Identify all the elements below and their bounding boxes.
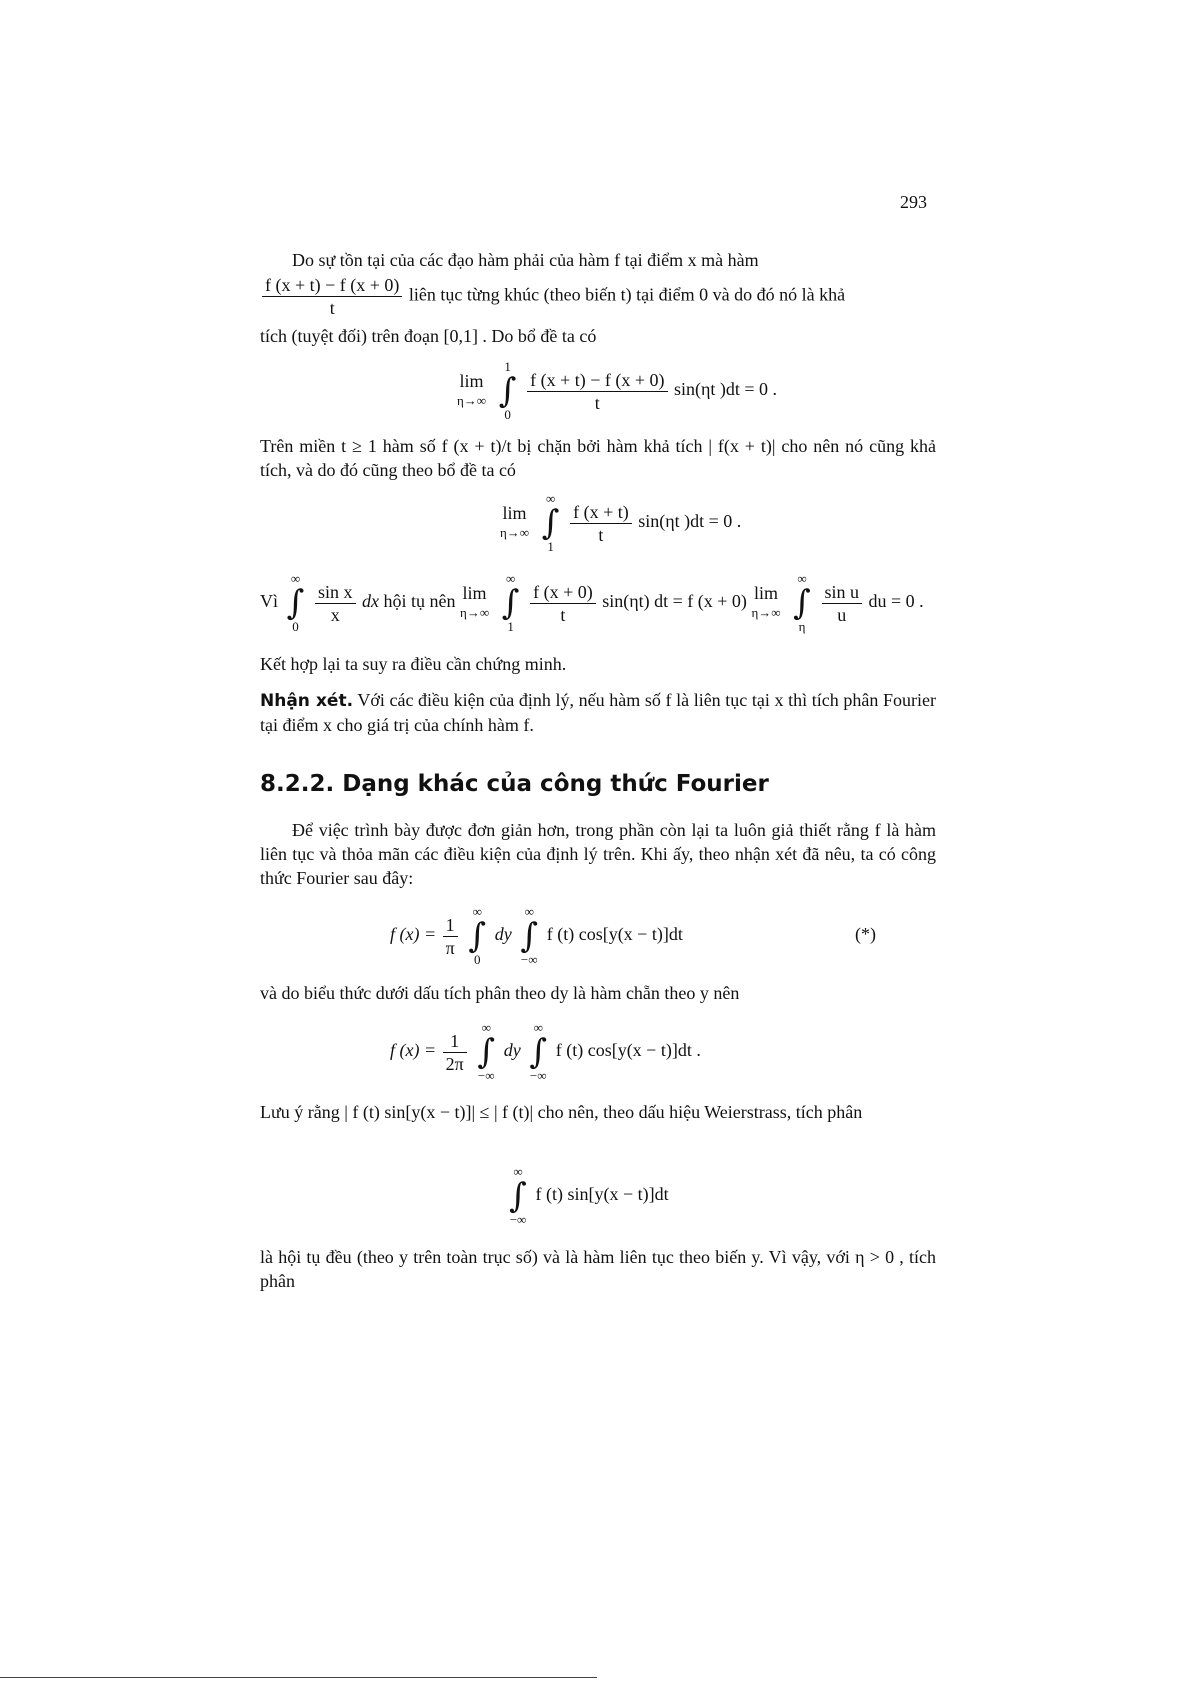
paragraph-1-line3: tích (tuyệt đối) trên đoạn [0,1] . Do bổ đề ta có	[260, 326, 597, 346]
page-number: 293	[900, 192, 927, 212]
integral-sign: ∞ ∫ 1	[541, 491, 560, 554]
integrand: f (t) sin[y(x − t)]dt	[535, 1184, 669, 1205]
limit-operator: lim η→∞	[457, 371, 487, 408]
integral-sign: ∞ ∫ η	[793, 571, 811, 634]
integrand: f (t) cos[y(x − t)]dt .	[555, 1040, 701, 1061]
integral-sign: ∞ ∫ −∞	[509, 1164, 527, 1227]
paragraph-1-after-fraction: liên tục từng khúc (theo biến t) tại điểm 0 và do đó nó là khả	[408, 284, 846, 305]
limit-operator: lim η→∞	[751, 583, 781, 620]
lhs: f (x) =	[390, 1040, 437, 1061]
converges-text: hội tụ nên	[383, 591, 456, 612]
equation-3	[260, 572, 924, 634]
limit-operator: lim η→∞	[460, 583, 490, 620]
integral-sign: ∞ ∫ 1	[501, 571, 520, 634]
lhs: f (x) =	[390, 924, 437, 945]
section-heading: 8.2.2. Dạng khác của công thức Fourier	[260, 771, 769, 797]
footer-rule	[0, 1677, 597, 1678]
paragraph-7: là hội tụ đều (theo y trên toàn trục số) và là hàm liên tục theo biến y. Vì vậy, với η > 0 , tích phân	[260, 1247, 936, 1291]
integrand-fraction: $\frac{f (x + 0)}{t}$	[530, 581, 596, 626]
integrand: f (t) cos[y(x − t)]dt	[546, 924, 683, 945]
coefficient-fraction: $\frac{1}{\pi}$	[443, 914, 458, 959]
paragraph-6: Lưu ý rằng | f (t) sin[y(x − t)]| ≤ | f (t)| cho nên, theo dấu hiệu Weierstrass, tích phân	[260, 1102, 863, 1122]
sinc-fraction: $\frac{\text{sin x}}{x}$	[315, 581, 356, 626]
integrand-fraction: $\frac{f (x + t)}{t}$	[570, 501, 632, 546]
paragraph-1-line1: Do sự tồn tại của các đạo hàm phải của hàm f tại điểm x mà hàm	[292, 250, 759, 270]
equation-1-tail: sin(ηt )dt = 0 .	[674, 379, 778, 400]
integral-sign: ∞ ∫ 0	[468, 904, 487, 967]
dy-text: dy	[503, 1040, 521, 1061]
integral-sign: 1 ∫ 0	[498, 359, 517, 422]
fraction-numerator: f (x + t) − f (x + 0)	[262, 274, 402, 297]
difference-quotient	[262, 274, 402, 319]
coefficient-fraction: $\frac{1}{2\pi}$	[443, 1030, 467, 1075]
paragraph-1-line2	[260, 274, 936, 319]
dy-text: dy	[494, 924, 512, 945]
paragraph-2: Trên miền t ≥ 1 hàm số f (x + t)/t bị chặn bởi hàm khả tích | f(x + t)| cho nên nó cũng khả tích, và do đó cũng theo bổ đề ta có	[260, 436, 936, 480]
paragraph-4: Để việc trình bày được đơn giản hơn, trong phần còn lại ta luôn giả thiết rằng f là hàm liên tục và thỏa mãn các điều kiện của định lý trên. Khi ấy, theo nhận xét đã nêu, ta có công thức Fourier sau đây:	[260, 820, 936, 888]
equation-5	[390, 1021, 701, 1083]
remark-text: Với các điều kiện của định lý, nếu hàm số f là liên tục tại x thì tích phân Fourier tại điểm x cho giá trị của chính hàm f.	[260, 690, 936, 735]
integral-sign: ∞ ∫ −∞	[529, 1020, 548, 1083]
integral-sign: ∞ ∫ 0	[286, 571, 305, 634]
equation-2	[500, 492, 741, 554]
integral-sign: ∞ ∫ −∞	[520, 904, 539, 967]
paragraph-5: và do biểu thức dưới dấu tích phân theo dy là hàm chẵn theo y nên	[260, 983, 740, 1003]
integral-sign: ∞ ∫ −∞	[477, 1020, 496, 1083]
paragraph-3: Kết hợp lại ta suy ra điều cần chứng minh.	[260, 654, 567, 674]
equation-4	[390, 905, 683, 967]
equation-2-tail: sin(ηt )dt = 0 .	[638, 511, 742, 532]
vi-word: Vì	[260, 591, 278, 612]
fraction-denominator: t	[329, 298, 335, 318]
equation-3-middle: sin(ηt) dt = f (x + 0)	[602, 591, 747, 612]
limit-operator: lim η→∞	[500, 503, 530, 540]
integrand-fraction: $\frac{f (x + t) - f (x + 0)}{t}$	[527, 369, 667, 414]
equation-label: (*)	[855, 924, 876, 944]
equation-3-tail: du = 0 .	[868, 591, 924, 612]
equation-6	[505, 1165, 669, 1227]
remark-label: Nhận xét.	[260, 691, 354, 711]
remark	[260, 688, 936, 737]
sinc-fraction: $\frac{\text{sin u}}{u}$	[822, 581, 863, 626]
equation-1	[457, 360, 777, 422]
dx-text: dx	[362, 591, 380, 612]
